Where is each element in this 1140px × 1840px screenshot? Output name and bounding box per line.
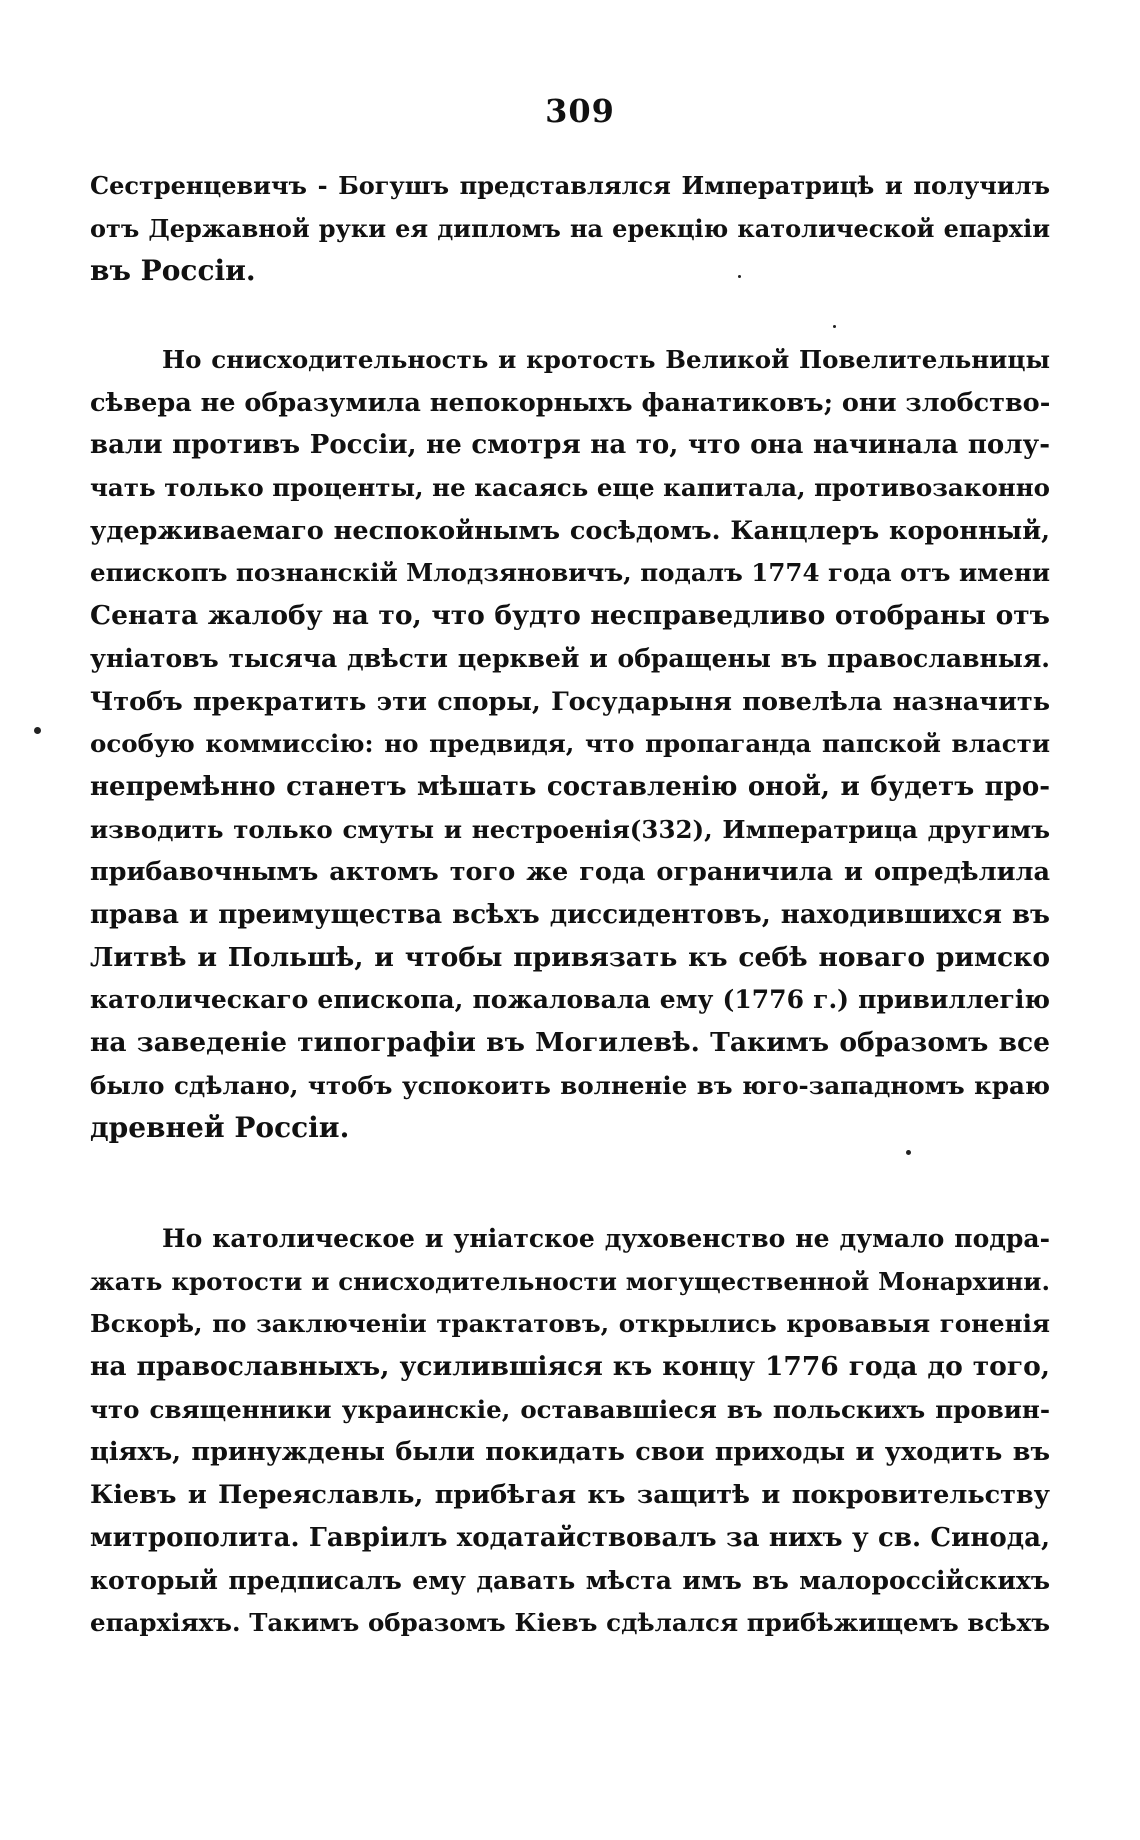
paragraph-line: Сестренцевичъ - Богушъ представлялся Императрицѣ и получилъ [90, 171, 1050, 200]
paragraph-line: жать кротости и снисходительности могущественной Монархини. [90, 1266, 1050, 1296]
paragraph-line: Вскорѣ, по заключеніи трактатовъ, открылись кровавыя гоненія [90, 1309, 1050, 1339]
paragraph-line: Но католическое и уніатское духовенство не думало подра- [162, 1224, 1050, 1253]
paragraph-line: митрополита. Гавріилъ ходатайствовалъ за нихъ у св. Синода, [90, 1522, 1050, 1553]
paragraph-line: епископъ познанскій Млодзяновичъ, подалъ 1774 года отъ имени [90, 558, 1051, 588]
paragraph-3 [90, 1218, 1050, 1645]
paragraph-line: права и преимущества всѣхъ диссидентовъ, находившихся въ [90, 899, 1050, 930]
paragraph-line: на православныхъ, усилившіяся къ концу 1776 года до того, [90, 1351, 1050, 1383]
paragraph-1 [90, 165, 1050, 293]
paragraph-line: чать только проценты, не касаясь еще капитала, противозаконно [90, 473, 1050, 503]
paragraph-line: на заведеніе типографіи въ Могилевѣ. Такимъ образомъ все [90, 1027, 1050, 1058]
paragraph-line: Сената жалобу на то, что будто несправедливо отобраны отъ [90, 600, 1050, 632]
paragraph-line: вали противъ Россіи, не смотря на то, что она начинала полу- [90, 430, 1050, 461]
paragraph-line: непремѣнно станетъ мѣшать составленію оной, и будетъ про- [90, 771, 1050, 802]
paragraph-line: прибавочнымъ актомъ того же года ограничила и опредѣлила [90, 857, 1050, 888]
ink-speck [906, 1150, 911, 1155]
paragraph-2 [90, 339, 1050, 1150]
paragraph-line: Чтобъ прекратить эти споры, Государыня повелѣла назначить [90, 686, 1050, 717]
paragraph-line: сѣвера не образумила непокорныхъ фанатиковъ; они злобство- [90, 387, 1051, 418]
paragraph-line: изводить только смуты и нестроенія(332), Императрица другимъ [90, 814, 1050, 844]
paragraph-line: Кіевъ и Переяславль, прибѣгая къ защитѣ и покровительству [90, 1480, 1050, 1511]
ink-speck [833, 325, 836, 328]
ink-speck [738, 275, 741, 278]
page-number: 309 [545, 92, 615, 130]
paragraph-line: Литвѣ и Польшѣ, и чтобы привязать къ себѣ новаго римско [90, 941, 1050, 973]
paragraph-line: что священники украинскіе, остававшіеся въ польскихъ провин- [90, 1394, 1050, 1424]
paragraph-line: древней Россіи. [90, 1111, 350, 1145]
paragraph-line: удерживаемаго неспокойнымъ сосѣдомъ. Канцлеръ коронный, [90, 515, 1050, 546]
paragraph-line: Но снисходительность и кротость Великой Повелительницы [162, 345, 1050, 374]
ink-speck [34, 727, 41, 734]
paragraph-line: который предписалъ ему давать мѣста имъ въ малороссійскихъ [90, 1565, 1050, 1595]
paragraph-line: ціяхъ, принуждены были покидать свои приходы и уходить въ [90, 1437, 1050, 1468]
paragraph-line: уніатовъ тысяча двѣсти церквей и обращены въ православныя. [90, 643, 1050, 673]
paragraph-line: особую коммиссію: но предвидя, что пропаганда папской власти [90, 729, 1050, 759]
paragraph-line: въ Россіи. [90, 254, 256, 288]
paragraph-line: епархіяхъ. Такимъ образомъ Кіевъ сдѣлался прибѣжищемъ всѣхъ [90, 1608, 1050, 1638]
paragraph-line: католическаго епископа, пожаловала ему (1776 г.) привиллегію [90, 985, 1050, 1015]
paragraph-line: было сдѣлано, чтобъ успокоить волненіе въ юго-западномъ краю [90, 1070, 1050, 1100]
paragraph-line: отъ Державной руки ея дипломъ на ерекцію католической епархіи [90, 213, 1050, 243]
